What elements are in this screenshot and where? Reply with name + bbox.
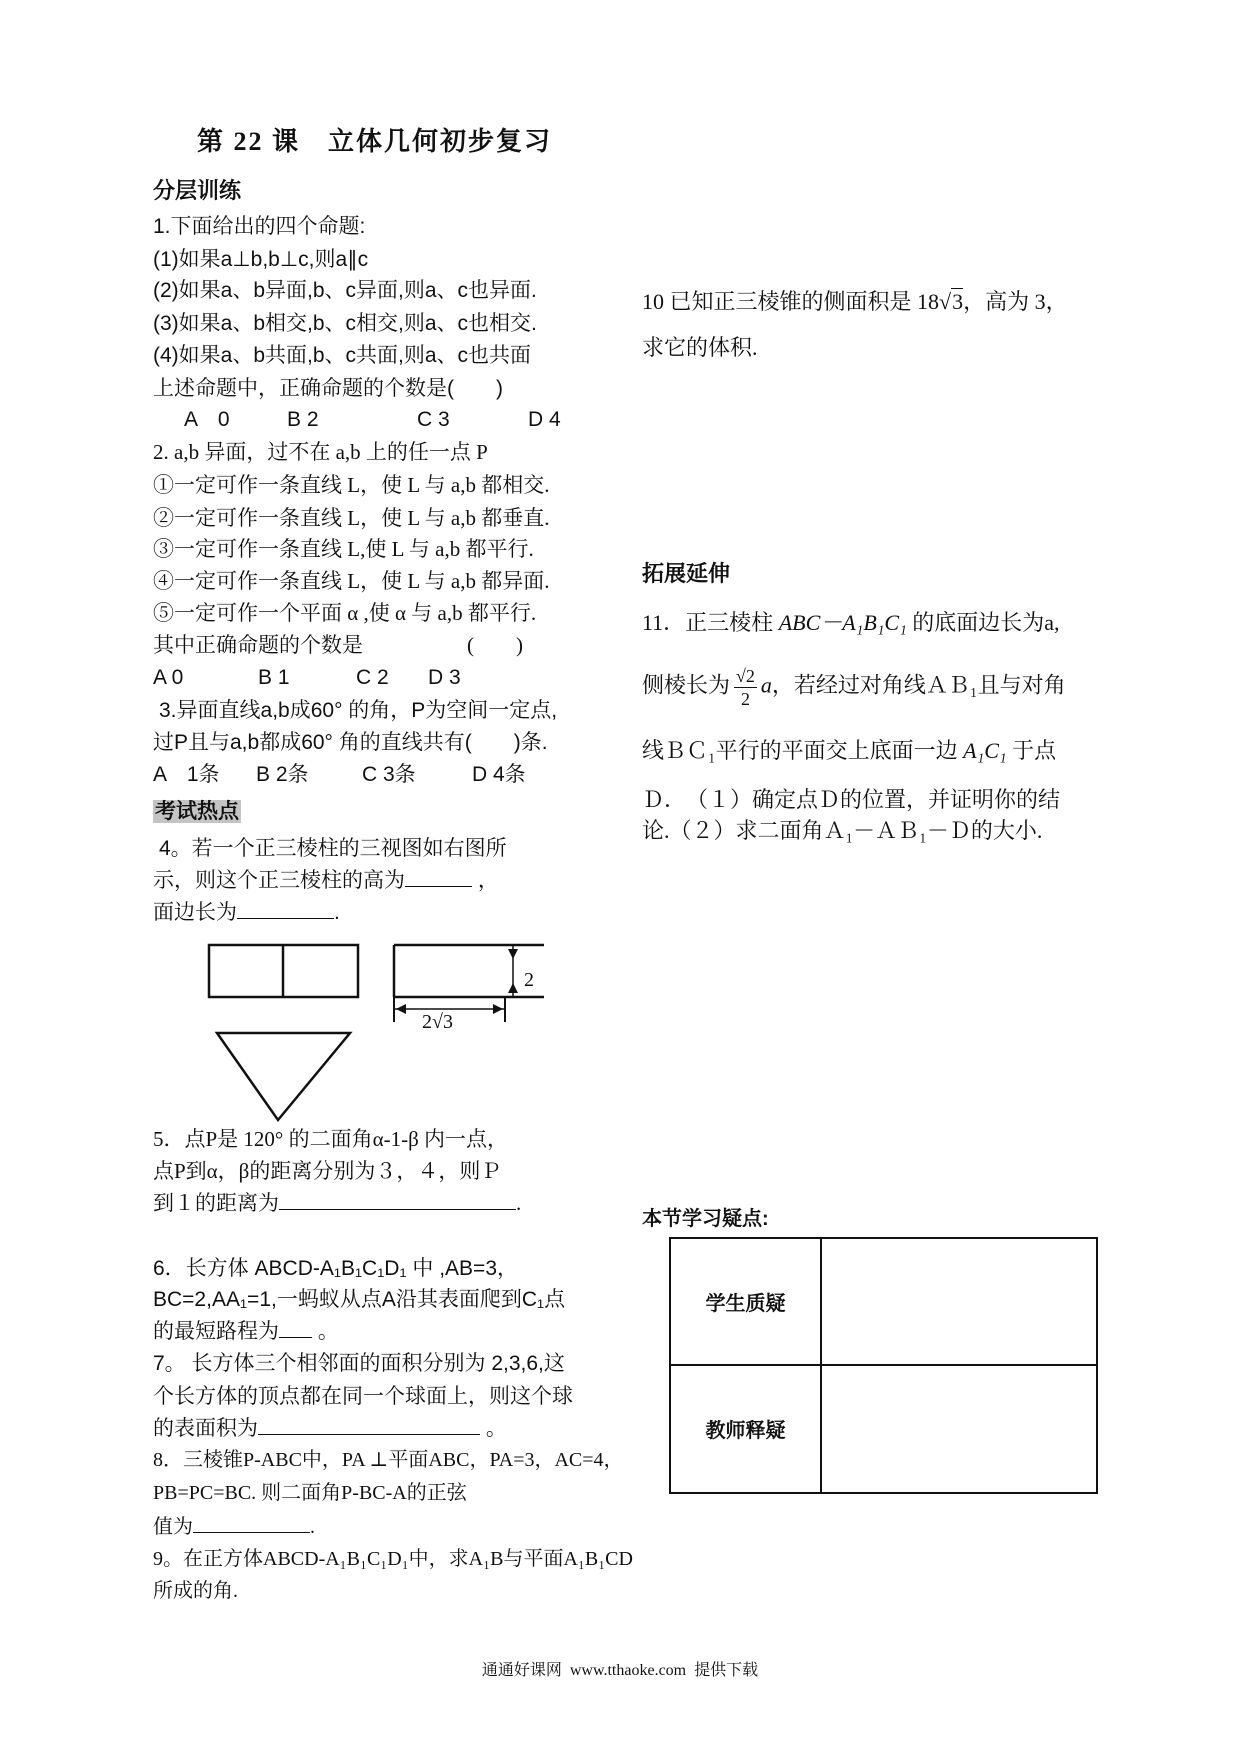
q5-line-3-suffix: .: [516, 1191, 522, 1215]
height-label: 2: [524, 969, 534, 991]
q3-question: 过P且与a,b都成60° 角的直线共有( )条.: [153, 731, 548, 754]
prism-name: ABC－A₁B₁C₁: [778, 610, 907, 635]
width-label: 2√3: [422, 1011, 453, 1033]
answer-blank-shortest-path: [279, 1319, 312, 1338]
q10-text: 10 已知正三棱锥的侧面积是 18: [642, 289, 940, 314]
fraction-denominator: 2: [740, 689, 750, 709]
q4-line-2-suffix: ，: [472, 869, 499, 892]
q11-line-3-text: 线ＢＣ₁平行的平面交上底面一边: [642, 738, 964, 763]
q2-statement-4: ④一定可作一条直线 L，使 L 与 a,b 都异面.: [153, 569, 550, 593]
edge-name: A₁C₁: [963, 738, 1007, 763]
heading-exam-hotspots: [153, 799, 241, 825]
q2-option-c: C 2: [356, 666, 389, 689]
q4-line-3: [153, 900, 340, 926]
q6-line-3-text: 的最短路程为: [153, 1320, 279, 1343]
q9-line-2: 所成的角.: [153, 1580, 238, 1602]
table-cell-student-content: [822, 1239, 1096, 1366]
q1-stem: 1.下面给出的四个命题:: [153, 215, 366, 238]
q11-line-2: [642, 665, 1066, 710]
q5-line-3: [153, 1190, 521, 1216]
q7-line-2: 个长方体的顶点都在同一个球面上，则这个球: [153, 1385, 573, 1408]
height-arrow-top: [508, 949, 518, 959]
height-arrow-bottom: [508, 983, 518, 993]
root-sign: √: [939, 289, 952, 314]
q3-option-b: B 2条: [256, 763, 309, 786]
q4-line-1: 4。若一个正三棱柱的三视图如右图所: [159, 837, 507, 860]
q11-line-5: 论.（２）求二面角Ａ₁－ＡＢ₁－Ｄ的大小.: [642, 818, 1043, 843]
q5-line-1: 5．点P是 120° 的二面角α-1-β 内一点，: [153, 1127, 508, 1151]
q2-statement-1: ①一定可作一条直线 L，使 L 与 a,b 都相交.: [153, 473, 550, 497]
table-row-label-student: 学生质疑: [671, 1239, 822, 1366]
q2-statement-3: ③一定可作一条直线 L,使 L 与 a,b 都平行.: [153, 537, 534, 561]
q1-proposition-1: (1)如果a⊥b,b⊥c,则a∥c: [153, 248, 369, 271]
heading-exam-hotspots-label: 考试热点: [155, 800, 239, 823]
doubts-table: [669, 1237, 1098, 1494]
fraction-numerator: √2: [736, 666, 755, 686]
q11-line-3: [642, 737, 1056, 765]
heading-extension: 拓展延伸: [642, 561, 731, 586]
q2-question: 其中正确命题的个数是: [153, 633, 363, 657]
q11-line-1: [642, 609, 1060, 637]
q2-option-d: D 3: [428, 666, 461, 689]
q7-line-3: [153, 1416, 507, 1442]
q11-line-1-text: 11．正三棱柱: [642, 610, 779, 635]
q11-line-1-suffix: 的底面边长为a,: [906, 610, 1060, 635]
q1-question: 上述命题中，正确命题的个数是( ): [153, 377, 503, 400]
q6-line-2: BC=2,AA₁=1,一蚂蚁从点A沿其表面爬到C₁点: [153, 1288, 566, 1311]
q6-line-1: 6．长方体 ABCD-A₁B₁C₁D₁ 中 ,AB=3，: [153, 1257, 518, 1280]
radicand: 3: [952, 289, 964, 314]
q10-line-1: [642, 288, 1068, 316]
answer-blank-distance: [279, 1191, 516, 1210]
q11-line-2-suffix: ，若经过对角线ＡＢ₁且与对角: [771, 672, 1066, 698]
width-arrow-right: [493, 1004, 503, 1014]
q11-line-4: Ｄ． （１）确定点Ｄ的位置，并证明你的结: [642, 787, 1061, 812]
fraction: [734, 665, 757, 710]
q8-line-3: [153, 1514, 315, 1540]
q4-line-3-suffix: .: [334, 901, 340, 924]
q6-line-3-suffix: 。: [312, 1320, 339, 1343]
q8-line-3-text: 值为: [153, 1516, 193, 1538]
answer-blank-surface-area: [258, 1416, 480, 1435]
q4-line-2: [153, 868, 499, 894]
top-view-triangle: [217, 1033, 350, 1120]
q2-statement-5: ⑤一定可作一个平面 α ,使 α 与 a,b 都平行.: [153, 601, 537, 625]
q7-line-3-suffix: 。: [480, 1417, 507, 1440]
q8-line-3-suffix: .: [310, 1516, 315, 1538]
q4-line-2-text: 示，则这个正三棱柱的高为: [153, 869, 405, 892]
q8-line-1: 8．三棱锥P-ABC中，PA ⊥平面ABC，PA=3，AC=4，: [153, 1449, 624, 1471]
q10-suffix: ，高为 3，: [963, 289, 1068, 314]
q1-proposition-3: (3)如果a、b相交,b、c相交,则a、c也相交.: [153, 312, 537, 335]
q10-line-2: 求它的体积.: [642, 335, 758, 360]
heading-doubts: 本节学习疑点:: [642, 1208, 769, 1230]
q3-stem: 3.异面直线a,b成60° 的角，P为空间一定点,: [159, 699, 558, 722]
q6-line-3: [153, 1319, 339, 1345]
q1-proposition-2: (2)如果a、b异面,b、c异面,则a、c也异面.: [153, 279, 537, 302]
answer-blank-edge: [237, 900, 334, 919]
q1-option-d: D 4: [528, 408, 561, 431]
q3-option-a: A 1条: [153, 763, 220, 786]
table-cell-teacher-content: [822, 1366, 1096, 1493]
q2-option-a: A 0: [153, 666, 184, 689]
q8-line-2: PB=PC=BC. 则二面角P-BC-A的正弦: [153, 1482, 467, 1504]
q2-answer-paren: ( ): [467, 633, 523, 657]
table-row-label-teacher: 教师释疑: [671, 1366, 822, 1493]
q5-line-2: 点P到α，β的距离分别为３，４，则Ｐ: [153, 1159, 502, 1183]
q3-option-c: C 3条: [362, 763, 416, 786]
page-title: 第 22 课 立体几何初步复习: [197, 127, 553, 156]
fraction-variable: a: [760, 672, 772, 698]
q2-statement-2: ②一定可作一条直线 L，使 L 与 a,b 都垂直.: [153, 506, 550, 530]
q7-line-1: 7。 长方体三个相邻面的面积分别为 2,3,6,这: [153, 1352, 565, 1375]
q11-line-3-suffix: 于点: [1006, 738, 1057, 763]
page-footer: 通通好课网 www.tthaoke.com 提供下载: [481, 1662, 759, 1679]
q1-option-c: C 3: [417, 408, 450, 431]
q7-line-3-text: 的表面积为: [153, 1417, 258, 1440]
heading-layered-training: 分层训练: [153, 178, 242, 203]
answer-blank-height: [405, 868, 472, 887]
q2-option-b: B 1: [258, 666, 290, 689]
q1-option-b: B 2: [287, 408, 319, 431]
q2-stem: 2. a,b 异面，过不在 a,b 上的任一点 P: [153, 440, 488, 464]
q4-line-3-text: 面边长为: [153, 901, 237, 924]
three-view-diagram: [200, 940, 560, 1130]
answer-blank-sine: [193, 1514, 310, 1533]
q9-line-1: 9。在正方体ABCD-A₁B₁C₁D₁中，求A₁B与平面A₁B₁CD: [153, 1548, 633, 1570]
q5-line-3-text: 到１的距离为: [153, 1191, 279, 1215]
q1-proposition-4: (4)如果a、b共面,b、c共面,则a、c也共面: [153, 344, 532, 367]
q3-option-d: D 4条: [472, 763, 526, 786]
q11-line-2-text: 侧棱长为: [642, 672, 731, 698]
q1-option-a: A 0: [184, 408, 230, 431]
width-arrow-left: [396, 1004, 406, 1014]
